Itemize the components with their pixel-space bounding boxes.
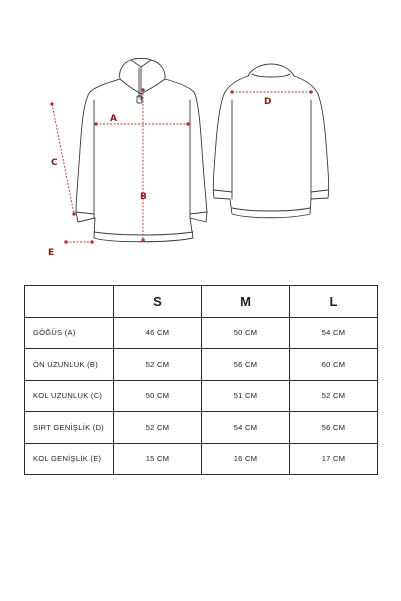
cell-s: 52 CM — [114, 412, 202, 444]
cell-l: 56 CM — [290, 412, 378, 444]
cell-s: 46 CM — [114, 317, 202, 349]
cell-m: 56 CM — [202, 349, 290, 381]
cell-l: 60 CM — [290, 349, 378, 381]
label-b: B — [140, 192, 147, 202]
back-shirt-drawing — [213, 64, 329, 218]
table-row — [25, 412, 378, 444]
header-size-m: M — [202, 286, 290, 318]
cell-l: 17 CM — [290, 443, 378, 475]
table-row — [25, 443, 378, 475]
label-d: D — [264, 97, 272, 107]
cell-m: 50 CM — [202, 317, 290, 349]
size-chart-table — [24, 285, 378, 475]
row-label: KOL GENİŞLİK (E) — [25, 443, 114, 475]
cell-m: 51 CM — [202, 380, 290, 412]
cell-m: 54 CM — [202, 412, 290, 444]
header-size-l: L — [290, 286, 378, 318]
cell-s: 50 CM — [114, 380, 202, 412]
cell-l: 52 CM — [290, 380, 378, 412]
cell-l: 54 CM — [290, 317, 378, 349]
table-row — [25, 380, 378, 412]
header-size-s: S — [114, 286, 202, 318]
label-a: A — [110, 114, 117, 124]
table-header-row — [25, 286, 378, 318]
label-c: C — [51, 158, 58, 168]
front-measurement-lines — [51, 89, 190, 244]
row-label: KOL UZUNLUK (C) — [25, 380, 114, 412]
label-e: E — [48, 248, 55, 258]
header-empty — [25, 286, 114, 318]
cell-s: 15 CM — [114, 443, 202, 475]
front-shirt-drawing — [76, 59, 207, 242]
cell-m: 16 CM — [202, 443, 290, 475]
cell-s: 52 CM — [114, 349, 202, 381]
table-row — [25, 349, 378, 381]
garment-measurement-diagram — [0, 0, 401, 270]
row-label: ÖN UZUNLUK (B) — [25, 349, 114, 381]
back-measurement-lines — [231, 91, 313, 94]
row-label: SIRT GENİŞLİK (D) — [25, 412, 114, 444]
row-label: GÖĞÜS (A) — [25, 317, 114, 349]
table-row — [25, 317, 378, 349]
